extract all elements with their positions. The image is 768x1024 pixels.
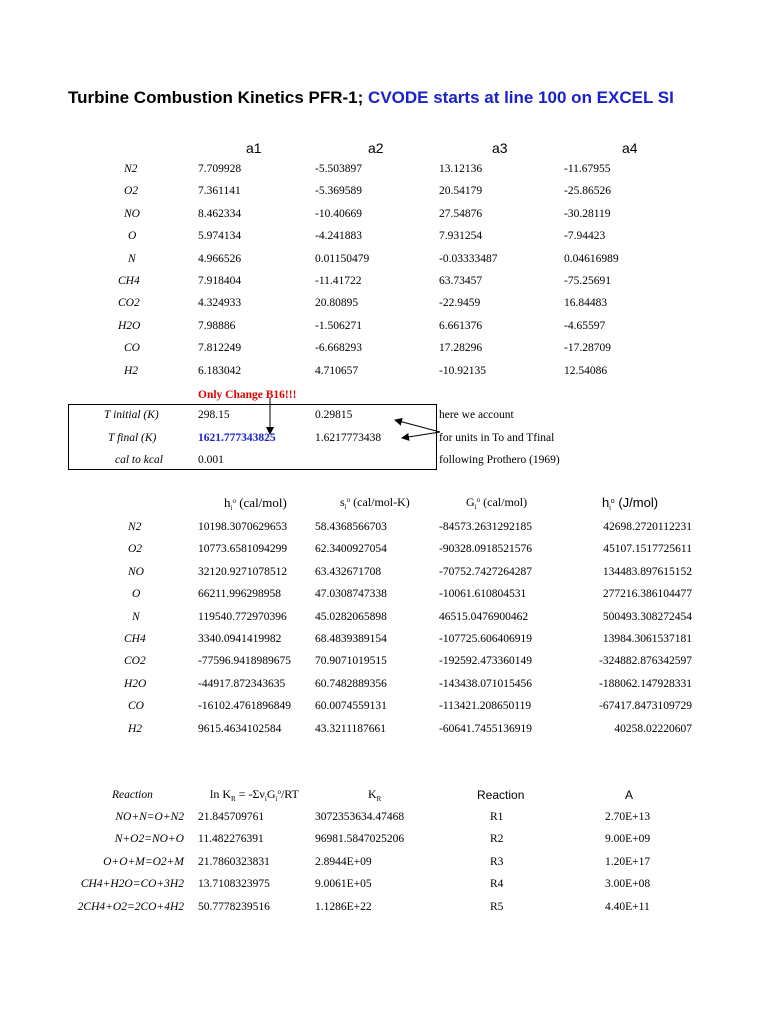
coef-cell-a3: 17.28296 bbox=[439, 342, 483, 355]
thermo-header-s: $s_i^o$ (cal/mol-K) bbox=[340, 495, 410, 511]
coef-cell-a2: -4.241883 bbox=[315, 230, 362, 243]
species-label: H2O bbox=[118, 319, 141, 332]
thermo-cell-g: -60641.7455136919 bbox=[439, 722, 532, 735]
reaction-lnk: 11.482276391 bbox=[198, 833, 264, 846]
coef-cell-a1: 7.361141 bbox=[198, 185, 241, 198]
thermo-cell-g: -70752.7427264287 bbox=[439, 565, 532, 578]
thermo-cell-hj: 134483.897615152 bbox=[602, 565, 692, 578]
reaction-k: 96981.5847025206 bbox=[315, 833, 405, 846]
species-label: H2 bbox=[128, 722, 143, 735]
reaction-header-k: $K_R$ bbox=[368, 787, 382, 803]
label-t-initial: T initial (K) bbox=[104, 409, 159, 421]
coef-header-a4: a4 bbox=[622, 140, 638, 156]
coef-cell-a2: -5.503897 bbox=[315, 163, 362, 175]
coef-cell-a4: -17.28709 bbox=[564, 342, 611, 355]
t-initial-value: 298.15 bbox=[198, 409, 230, 421]
thermo-cell-hj: 40258.02220607 bbox=[614, 722, 692, 735]
coef-cell-a1: 8.462334 bbox=[198, 207, 242, 220]
species-label: N2 bbox=[124, 163, 138, 175]
thermo-cell-s: 60.7482889356 bbox=[315, 677, 387, 690]
reaction-id: R4 bbox=[490, 878, 504, 891]
species-label: O bbox=[132, 588, 141, 601]
coef-cell-a1: 5.974134 bbox=[198, 230, 242, 243]
species-label: CH4 bbox=[118, 275, 140, 287]
reaction-k: 2.8944E+09 bbox=[315, 855, 372, 868]
reaction-equation: N+O2=NO+O bbox=[114, 833, 184, 846]
coef-cell-a4: -30.28119 bbox=[564, 207, 611, 220]
reaction-a: 1.20E+17 bbox=[605, 855, 651, 868]
species-label: O2 bbox=[124, 185, 139, 198]
thermo-cell-s: 62.3400927054 bbox=[315, 543, 387, 556]
reaction-k: 1.1286E+22 bbox=[315, 900, 372, 913]
species-label: N2 bbox=[128, 521, 142, 533]
thermo-cell-h: -16102.4761896849 bbox=[198, 700, 291, 713]
thermo-cell-s: 43.3211187661 bbox=[315, 722, 387, 735]
species-label: NO bbox=[124, 207, 140, 220]
arrow-to-tfinal-kilo bbox=[402, 432, 440, 438]
thermo-cell-h: 32120.9271078512 bbox=[198, 565, 288, 578]
coef-cell-a3: 63.73457 bbox=[439, 275, 483, 287]
coef-cell-a3: -0.03333487 bbox=[439, 252, 498, 265]
reaction-id: R3 bbox=[490, 855, 504, 868]
thermo-cell-h: -44917.872343635 bbox=[198, 677, 286, 690]
reaction-id: R2 bbox=[490, 833, 504, 846]
coef-cell-a3: 13.12136 bbox=[439, 163, 483, 175]
coef-header-a3: a3 bbox=[492, 140, 508, 156]
title-main: Turbine Combustion Kinetics PFR-1; bbox=[68, 88, 364, 107]
note-line-2: for units in To and Tfinal bbox=[439, 432, 555, 444]
reaction-header-id: Reaction bbox=[477, 788, 525, 802]
cal-to-kcal-value: 0.001 bbox=[198, 454, 224, 466]
thermo-header-hj: $h_i^o$ (J/mol) bbox=[602, 495, 659, 512]
coef-cell-a1: 7.812249 bbox=[198, 342, 242, 355]
coef-cell-a1: 7.918404 bbox=[198, 275, 242, 287]
coef-cell-a4: 16.84483 bbox=[564, 297, 608, 310]
coef-cell-a4: -4.65597 bbox=[564, 319, 606, 332]
coef-cell-a1: 6.183042 bbox=[198, 364, 242, 377]
thermo-cell-h: 10198.3070629653 bbox=[198, 521, 288, 533]
coef-cell-a2: -6.668293 bbox=[315, 342, 362, 355]
coef-cell-a4: -11.67955 bbox=[564, 163, 611, 175]
species-label: H2O bbox=[124, 677, 147, 690]
thermo-cell-g: -192592.473360149 bbox=[439, 655, 532, 668]
coef-cell-a3: 7.931254 bbox=[439, 230, 483, 243]
note-line-1: here we account bbox=[439, 409, 514, 421]
coef-cell-a3: 20.54179 bbox=[439, 185, 483, 198]
thermo-cell-h: 10773.6581094299 bbox=[198, 543, 288, 556]
coef-cell-a1: 4.966526 bbox=[198, 252, 242, 265]
coef-cell-a2: -1.506271 bbox=[315, 319, 362, 332]
thermo-header-g: $G_i^o$ (cal/mol) bbox=[466, 495, 528, 511]
thermo-cell-h: 119540.772970396 bbox=[198, 610, 287, 623]
coef-cell-a4: -75.25691 bbox=[564, 275, 611, 287]
reaction-equation: NO+N=O+N2 bbox=[115, 811, 184, 823]
coef-header-a1: a1 bbox=[246, 140, 262, 156]
reaction-k: 3072353634.47468 bbox=[315, 811, 405, 823]
coef-cell-a1: 7.709928 bbox=[198, 163, 242, 175]
coef-cell-a4: -7.94423 bbox=[564, 230, 606, 243]
species-label: CH4 bbox=[124, 633, 146, 645]
reaction-equation: CH4+H2O=CO+3H2 bbox=[80, 878, 184, 891]
coef-cell-a2: 4.710657 bbox=[315, 364, 359, 377]
thermo-cell-s: 58.4368566703 bbox=[315, 521, 387, 533]
label-cal-to-kcal: cal to kcal bbox=[115, 454, 163, 466]
coef-cell-a2: -10.40669 bbox=[315, 207, 362, 220]
species-label: CO bbox=[128, 700, 144, 713]
species-label: N bbox=[128, 252, 136, 265]
thermo-cell-hj: 42698.2720112231 bbox=[603, 521, 692, 533]
thermo-cell-h: 3340.0941419982 bbox=[198, 633, 282, 645]
reaction-lnk: 21.7860323831 bbox=[198, 855, 270, 868]
thermo-cell-hj: 13984.3061537181 bbox=[602, 633, 692, 645]
coef-cell-a4: 12.54086 bbox=[564, 364, 608, 377]
coef-cell-a1: 7.98886 bbox=[198, 319, 236, 332]
thermo-cell-h: -77596.9418989675 bbox=[198, 655, 291, 668]
reaction-equation: O+O+M=O2+M bbox=[103, 855, 184, 868]
thermo-cell-s: 63.432671708 bbox=[315, 565, 382, 578]
thermo-cell-s: 45.0282065898 bbox=[315, 610, 387, 623]
coef-cell-a3: 27.54876 bbox=[439, 207, 483, 220]
coef-cell-a1: 4.324933 bbox=[198, 297, 242, 310]
species-label: H2 bbox=[124, 364, 139, 377]
reaction-id: R1 bbox=[490, 811, 504, 823]
thermo-cell-g: -107725.606406919 bbox=[439, 633, 532, 645]
reaction-a: 4.40E+11 bbox=[605, 900, 650, 913]
species-label: O bbox=[128, 230, 137, 243]
coef-cell-a3: 6.661376 bbox=[439, 319, 483, 332]
reaction-a: 3.00E+08 bbox=[605, 878, 651, 891]
reaction-lnk: 21.845709761 bbox=[198, 811, 265, 823]
thermo-header-h: $h_i^o$ (cal/mol) bbox=[224, 495, 287, 512]
thermo-cell-g: -90328.0918521576 bbox=[439, 543, 532, 556]
note-line-3: following Prothero (1969) bbox=[439, 454, 560, 466]
coef-cell-a4: 0.04616989 bbox=[564, 252, 619, 265]
arrow-to-tinitial-kilo bbox=[395, 420, 440, 432]
coef-header-a2: a2 bbox=[368, 140, 384, 156]
coef-cell-a3: -22.9459 bbox=[439, 297, 481, 310]
t-final-kilo: 1.6217773438 bbox=[315, 432, 382, 444]
t-initial-kilo: 0.29815 bbox=[315, 409, 353, 421]
title-cvode-note: CVODE starts at line 100 on EXCEL SI bbox=[368, 88, 674, 107]
thermo-cell-g: -84573.2631292185 bbox=[439, 521, 532, 533]
reaction-a: 9.00E+09 bbox=[605, 833, 651, 846]
reaction-a: 2.70E+13 bbox=[605, 811, 651, 823]
thermo-cell-s: 60.0074559131 bbox=[315, 700, 387, 713]
thermo-cell-g: 46515.0476900462 bbox=[439, 610, 529, 623]
coef-cell-a2: 0.01150479 bbox=[315, 252, 370, 265]
reaction-header-lnk: $\ln K_R = -\Sigma\nu_iG_i^o/RT$ bbox=[210, 787, 299, 803]
thermo-cell-h: 9615.4634102584 bbox=[198, 722, 282, 735]
species-label: CO bbox=[124, 342, 140, 355]
thermo-cell-s: 47.0308747338 bbox=[315, 588, 387, 601]
coef-cell-a2: -11.41722 bbox=[315, 275, 362, 287]
label-t-final: T final (K) bbox=[108, 432, 157, 444]
reaction-equation: 2CH4+O2=2CO+4H2 bbox=[77, 900, 184, 913]
coef-cell-a3: -10.92135 bbox=[439, 364, 486, 377]
thermo-cell-hj: -324882.876342597 bbox=[599, 655, 692, 668]
reaction-header-name: Reaction bbox=[112, 789, 153, 801]
thermo-cell-g: -113421.208650119 bbox=[439, 700, 532, 713]
thermo-cell-hj: -67417.8473109729 bbox=[599, 700, 692, 713]
species-label: NO bbox=[128, 565, 144, 578]
coef-cell-a2: 20.80895 bbox=[315, 297, 359, 310]
reaction-header-a: A bbox=[625, 788, 634, 802]
thermo-cell-g: -143438.071015456 bbox=[439, 677, 532, 690]
t-final-value[interactable]: 1621.777343825 bbox=[198, 432, 276, 444]
coef-cell-a2: -5.369589 bbox=[315, 185, 362, 198]
species-label: N bbox=[132, 610, 140, 623]
reaction-id: R5 bbox=[490, 900, 504, 913]
thermo-cell-hj: 277216.386104477 bbox=[602, 588, 692, 601]
thermo-cell-hj: 500493.308272454 bbox=[602, 610, 692, 623]
thermo-cell-s: 68.4839389154 bbox=[315, 633, 387, 645]
thermo-cell-h: 66211.996298958 bbox=[198, 588, 281, 601]
species-label: O2 bbox=[128, 543, 143, 556]
reaction-lnk: 13.7108323975 bbox=[198, 878, 270, 891]
thermo-cell-s: 70.9071019515 bbox=[315, 655, 387, 668]
reaction-k: 9.0061E+05 bbox=[315, 878, 372, 891]
species-label: CO2 bbox=[124, 655, 146, 668]
thermo-cell-hj: -188062.147928331 bbox=[599, 677, 692, 690]
only-change-note: Only Change B16!!! bbox=[198, 389, 297, 401]
coef-cell-a4: -25.86526 bbox=[564, 185, 611, 198]
species-label: CO2 bbox=[118, 297, 140, 310]
thermo-cell-g: -10061.610804531 bbox=[439, 588, 527, 601]
reaction-lnk: 50.7778239516 bbox=[198, 900, 270, 913]
thermo-cell-hj: 45107.1517725611 bbox=[603, 543, 692, 556]
